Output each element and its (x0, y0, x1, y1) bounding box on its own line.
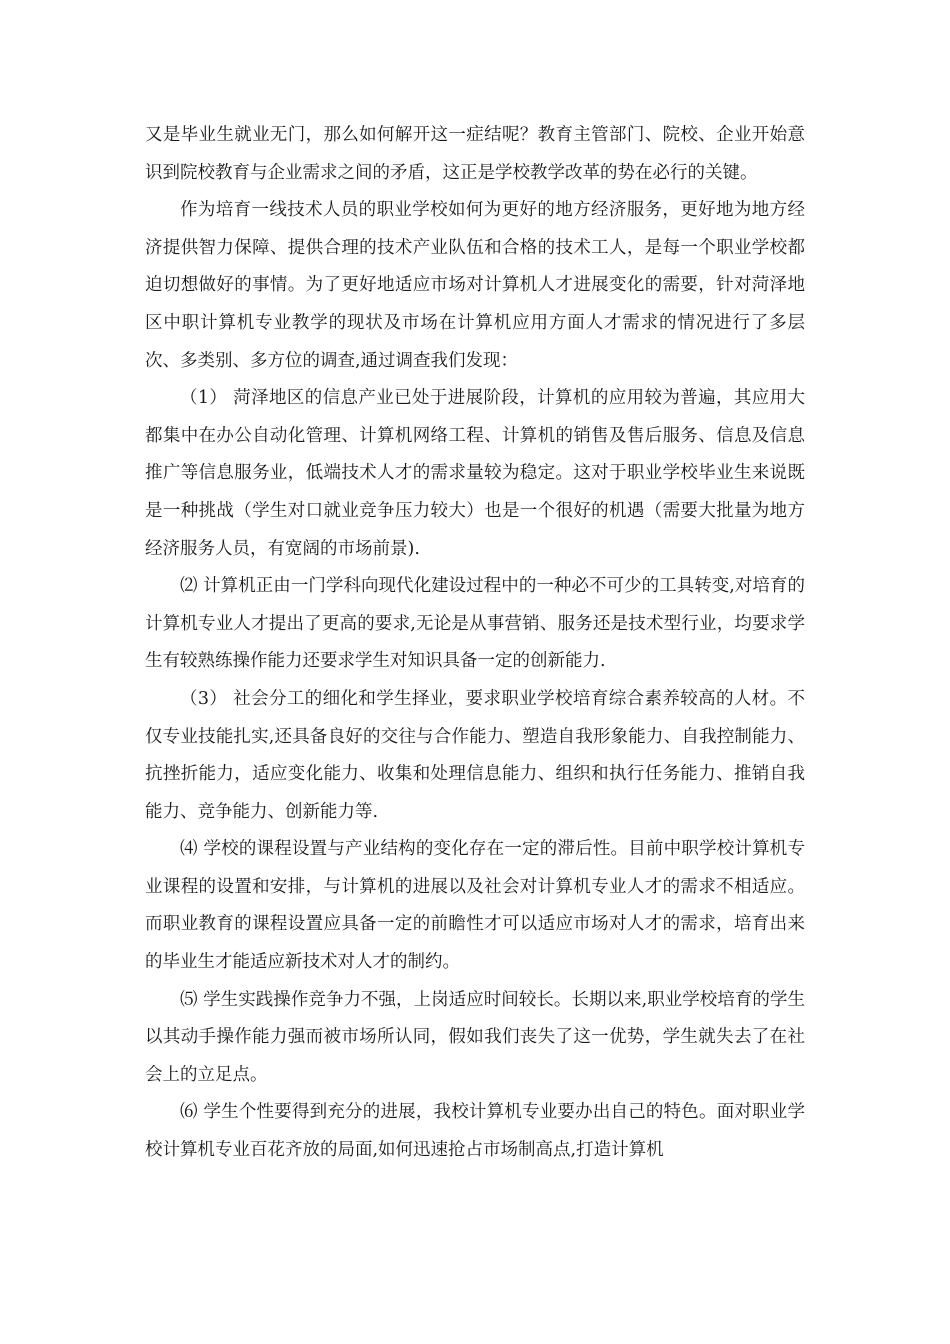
paragraph-continuation: 又是毕业生就业无门，那么如何解开这一症结呢？教育主管部门、院校、企业开始意识到院校教育与企业需求之间的矛盾，这正是学校教学改革的势在必行的关键。 (145, 125, 805, 183)
paragraph-finding-6: ⑹ 学生个性要得到充分的进展，我校计算机专业要办出自己的特色。面对职业学校计算机专业百花齐放的局面,如何迅速抢占市场制高点,打造计算机 (145, 1102, 805, 1161)
paragraph-introduction: 作为培育一线技术人员的职业学校如何为更好的地方经济服务，更好地为地方经济提供智力保障、提供合理的技术产业队伍和合格的技术工人，是每一个职业学校都迫切想做好的事情。为了更好地适应市场对计算机人才进展变化的需要，针对菏泽地区中职计算机专业教学的现状及市场在计算机应用方面人才需求的情况进行了多层次、多类别、多方位的调查,通过调查我们发现： (145, 200, 805, 371)
paragraph-finding-3: （3） 社会分工的细化和学生择业，要求职业学校培育综合素养较高的人材。不仅专业技能扎实,还具备良好的交往与合作能力、塑造自我形象能力、自我控制能力、抗挫折能力，适应变化能力、收集和处理信息能力、组织和执行任务能力、推销自我能力、竞争能力、创新能力等. (145, 688, 805, 822)
paragraph-finding-1: （1） 菏泽地区的信息产业已处于进展阶段，计算机的应用较为普遍，其应用大都集中在办公自动化管理、计算机网络工程、计算机的销售及售后服务、信息及信息推广等信息服务业，低端技术人才的需求量较为稳定。这对于职业学校毕业生来说既是一种挑战（学生对口就业竞争压力较大）也是一个很好的机遇（需要大批量为地方经济服务人员，有宽阔的市场前景). (145, 388, 805, 559)
paragraph-finding-2: ⑵ 计算机正由一门学科向现代化建设过程中的一种必不可少的工具转变,对培育的计算机专业人才提出了更高的要求,无论是从事营销、服务还是技术型行业，均要求学生有较熟练操作能力还要求学生对知识具备一定的创新能力. (145, 576, 805, 672)
document-page (145, 117, 805, 1170)
paragraph-finding-4: ⑷ 学校的课程设置与产业结构的变化存在一定的滞后性。目前中职学校计算机专业课程的设置和安排，与计算机的进展以及社会对计算机专业人才的需求不相适应。而职业教育的课程设置应具备一定的前瞻性才可以适应市场对人才的需求，培育出来的毕业生才能适应新技术对人才的制约。 (145, 839, 805, 973)
paragraph-finding-5: ⑸ 学生实践操作竞争力不强，上岗适应时间较长。长期以来,职业学校培育的学生以其动手操作能力强而被市场所认同，假如我们丧失了这一优势，学生就失去了在社会上的立足点。 (145, 989, 805, 1085)
